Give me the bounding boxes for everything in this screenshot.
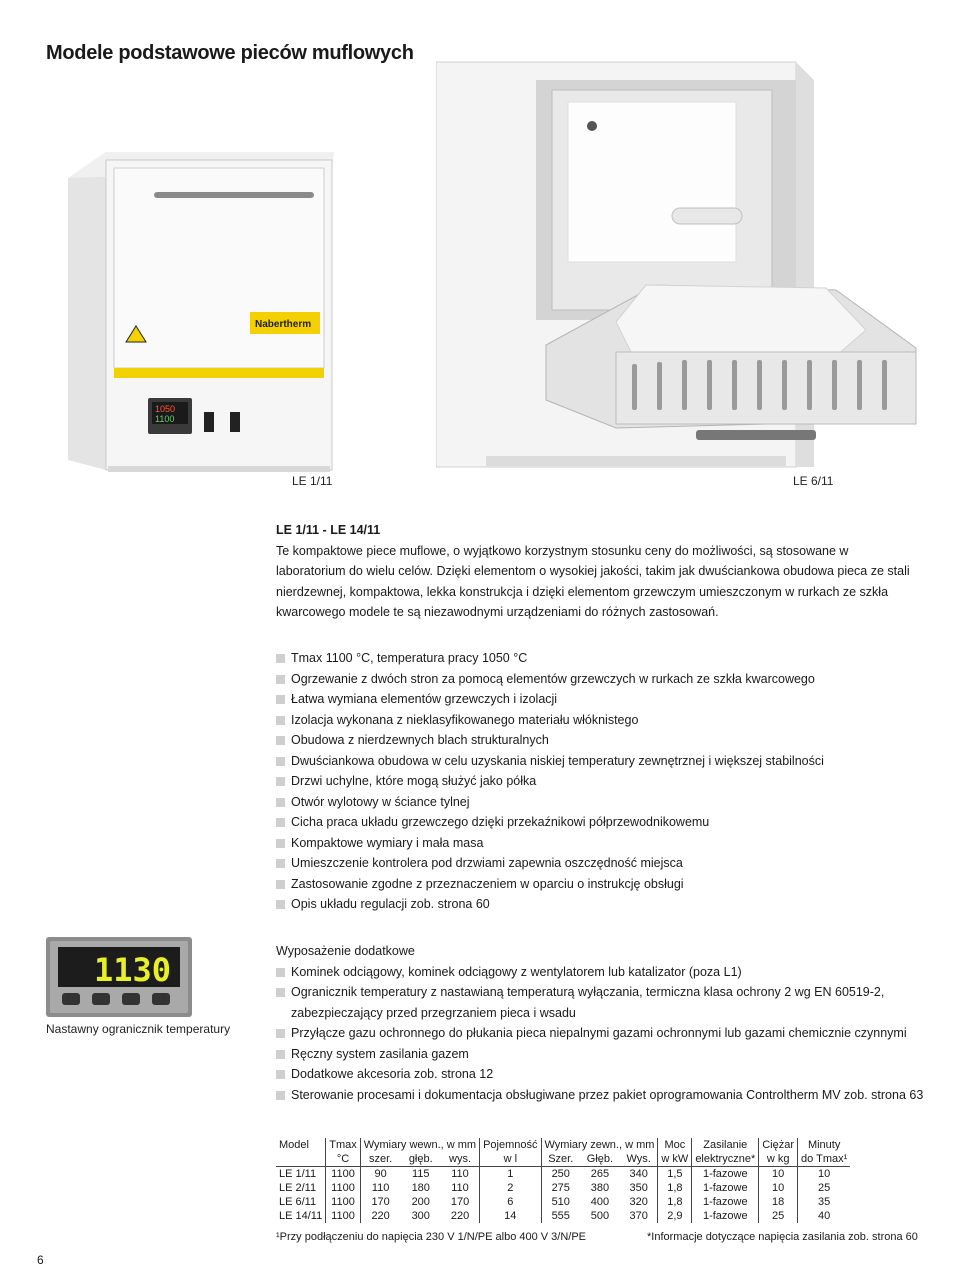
table-cell: 14 [480, 1209, 541, 1223]
table-cell: 170 [360, 1195, 400, 1209]
table-row [276, 1195, 850, 1209]
table-cell: 1,5 [658, 1167, 692, 1182]
header-cell: w kg [759, 1152, 798, 1167]
header-cell: Minuty [798, 1138, 851, 1152]
table-cell: 220 [450, 1210, 470, 1222]
list-item: Obudowa z nierdzewnych blach strukturalnych [276, 730, 931, 751]
table-cell: 250 [541, 1167, 580, 1182]
table-cell: 1-fazowe [692, 1209, 759, 1223]
table-cell: 555 [541, 1209, 580, 1223]
list-item: Przyłącze gazu ochronnego do płukania pieca niepalnymi gazami ochronnymi lub gazami chemicznie czynnymi [276, 1023, 931, 1044]
table-cell: 220 [360, 1209, 400, 1223]
caption-le-1-11: LE 1/11 [292, 474, 333, 488]
brand-label: Nabertherm [255, 319, 312, 330]
table-cell: 25 [759, 1209, 798, 1223]
header-cell: do Tmax¹ [798, 1152, 851, 1167]
caption-controller: Nastawny ogranicznik temperatury [46, 1022, 231, 1036]
table-cell: 1100 [326, 1181, 361, 1195]
display-top: 1050 [155, 404, 176, 414]
list-item: Ręczny system zasilania gazem [276, 1044, 931, 1065]
table-cell: 2,9 [658, 1209, 692, 1223]
list-item: Kominek odciągowy, kominek odciągowy z wentylatorem lub katalizator (poza L1) [276, 962, 931, 983]
list-item: Cicha praca układu grzewczego dzięki przekaźnikowi półprzewodnikowemu [276, 812, 931, 833]
header-cell: Tmax [326, 1138, 361, 1152]
table-cell: LE 6/11 [279, 1196, 317, 1208]
table-cell: 1,8 [658, 1181, 692, 1195]
page-number: 6 [37, 1253, 44, 1267]
header-cell: elektryczne* [692, 1152, 759, 1167]
header-cell: głęb. [401, 1152, 441, 1167]
table-cell: 115 [411, 1168, 430, 1180]
accessories-section [276, 941, 931, 1105]
caption-le-6-11: LE 6/11 [793, 474, 834, 488]
list-item: Zastosowanie zgodne z przeznaczeniem w oparciu o instrukcję obsługi [276, 874, 931, 895]
header-cell: szer. [360, 1152, 400, 1167]
list-item: Łatwa wymiana elementów grzewczych i izolacji [276, 689, 931, 710]
intro-heading: LE 1/11 - LE 14/11 [276, 523, 381, 537]
header-cell: Zasilanie [692, 1138, 759, 1152]
footnote-power-info: *Informacje dotyczące napięcia zasilania zob. strona 60 [647, 1231, 918, 1243]
temperature-limiter-image [46, 937, 192, 1017]
table-cell: 1-fazowe [692, 1181, 759, 1195]
table-cell: 10 [759, 1167, 798, 1182]
furnace-le-1-11-image [62, 148, 338, 478]
table-cell: 1,8 [658, 1195, 692, 1209]
table-cell: 2 [480, 1181, 541, 1195]
header-cell: Wymiary zewn., w mm [541, 1138, 658, 1152]
table-row [276, 1167, 850, 1182]
table-cell: 370 [629, 1210, 648, 1222]
accessories-list [276, 962, 931, 1106]
table-cell: 90 [360, 1167, 400, 1182]
table-cell: 1100 [326, 1209, 361, 1223]
header-cell: Pojemność [480, 1138, 541, 1152]
table-cell: 1100 [326, 1167, 361, 1182]
table-cell: 170 [450, 1196, 470, 1208]
footnote-voltage: ¹Przy podłączeniu do napięcia 230 V 1/N/PE albo 400 V 3/N/PE [276, 1231, 587, 1243]
table-cell: 1-fazowe [692, 1195, 759, 1209]
display-bottom: 1100 [155, 414, 175, 424]
table-cell: 25 [798, 1181, 851, 1195]
features-section [276, 648, 931, 915]
table-row [276, 1209, 850, 1223]
table-cell: LE 2/11 [279, 1182, 317, 1194]
spec-table [276, 1138, 850, 1223]
header-cell: °C [326, 1152, 361, 1167]
list-item: Dwuściankowa obudowa w celu uzyskania niskiej temperatury zewnętrznej i większej stabilności [276, 751, 931, 772]
table-cell: 200 [411, 1196, 430, 1208]
header-cell: Moc [658, 1138, 692, 1152]
table-cell: 380 [590, 1182, 610, 1194]
table-header-row [276, 1152, 850, 1167]
table-cell: 500 [590, 1210, 610, 1222]
intro-paragraph: Te kompaktowe piece muflowe, o wyjątkowo korzystnym stosunku ceny do możliwości, są stosowane w laboratorium do wielu celów. Dzięki elementom o wysokiej jakości, takim jak dwuściankowa obudowa pieca ze stali nierdzewnej, kompaktowa, lekka konstrukcja i dzięki elementom grzewczym umieszczonym w rurkach ze szkła kwarcowego modele te są niezawodnymi urządzeniami do różnych zastosowań. [276, 543, 910, 619]
list-item: Izolacja wykonana z nieklasyfikowanego materiału włóknistego [276, 710, 931, 731]
list-item: Ogranicznik temperatury z nastawianą temperaturą wyłączania, termiczna klasa ochrony 2 wg EN 60519-2, zabezpieczający przed przegrzaniem pieca i wsadu [276, 982, 931, 1023]
header-cell: Szer. [541, 1152, 580, 1167]
table-cell: 18 [759, 1195, 798, 1209]
table-header-row [276, 1138, 850, 1152]
header-cell: Wys. [620, 1152, 658, 1167]
table-cell: 35 [798, 1195, 851, 1209]
table-cell: 320 [629, 1196, 648, 1208]
table-row [276, 1181, 850, 1195]
list-item: Drzwi uchylne, które mogą służyć jako półka [276, 771, 931, 792]
header-cell: Model [279, 1139, 309, 1151]
header-cell: Głęb. [580, 1152, 620, 1167]
table-cell: 275 [541, 1181, 580, 1195]
list-item: Opis układu regulacji zob. strona 60 [276, 894, 931, 915]
table-cell: 110 [360, 1181, 400, 1195]
accessories-heading: Wyposażenie dodatkowe [276, 944, 415, 958]
list-item: Dodatkowe akcesoria zob. strona 12 [276, 1064, 931, 1085]
header-cell: wys. [441, 1152, 480, 1167]
header-cell: w l [480, 1152, 541, 1167]
list-item: Umieszczenie kontrolera pod drzwiami zapewnia oszczędność miejsca [276, 853, 931, 874]
table-cell: 265 [590, 1168, 610, 1180]
header-cell: Ciężar [759, 1138, 798, 1152]
intro-section [276, 520, 916, 623]
features-list [276, 648, 931, 915]
table-cell: 110 [451, 1168, 469, 1180]
table-cell: 400 [590, 1196, 610, 1208]
table-cell: 6 [480, 1195, 541, 1209]
list-item: Sterowanie procesami i dokumentacja obsługiwane przez pakiet oprogramowania Controltherm MV zob. strona 63 [276, 1085, 931, 1106]
list-item: Ogrzewanie z dwóch stron za pomocą elementów grzewczych w rurkach ze szkła kwarcowego [276, 669, 931, 690]
list-item: Kompaktowe wymiary i mała masa [276, 833, 931, 854]
table-cell: 340 [629, 1168, 648, 1180]
table-cell: 10 [798, 1167, 851, 1182]
controller-display: 1130 [94, 951, 172, 989]
table-cell: 510 [541, 1195, 580, 1209]
table-cell: 10 [759, 1181, 798, 1195]
table-cell: 350 [629, 1182, 648, 1194]
furnace-le-6-11-image [436, 60, 920, 470]
list-item: Otwór wylotowy w ściance tylnej [276, 792, 931, 813]
table-cell: 110 [451, 1182, 469, 1194]
table-cell: 1 [480, 1167, 541, 1182]
table-cell: 180 [411, 1182, 430, 1194]
table-cell: 1100 [326, 1195, 361, 1209]
header-cell: Wymiary wewn., w mm [360, 1138, 479, 1152]
header-cell: w kW [658, 1152, 692, 1167]
list-item: Tmax 1100 °C, temperatura pracy 1050 °C [276, 648, 931, 669]
table-cell: LE 14/11 [279, 1210, 323, 1222]
table-cell: LE 1/11 [279, 1168, 317, 1180]
page-title: Modele podstawowe pieców muflowych [46, 42, 414, 64]
table-cell: 300 [411, 1210, 430, 1222]
table-cell: 40 [798, 1209, 851, 1223]
table-cell: 1-fazowe [692, 1167, 759, 1182]
